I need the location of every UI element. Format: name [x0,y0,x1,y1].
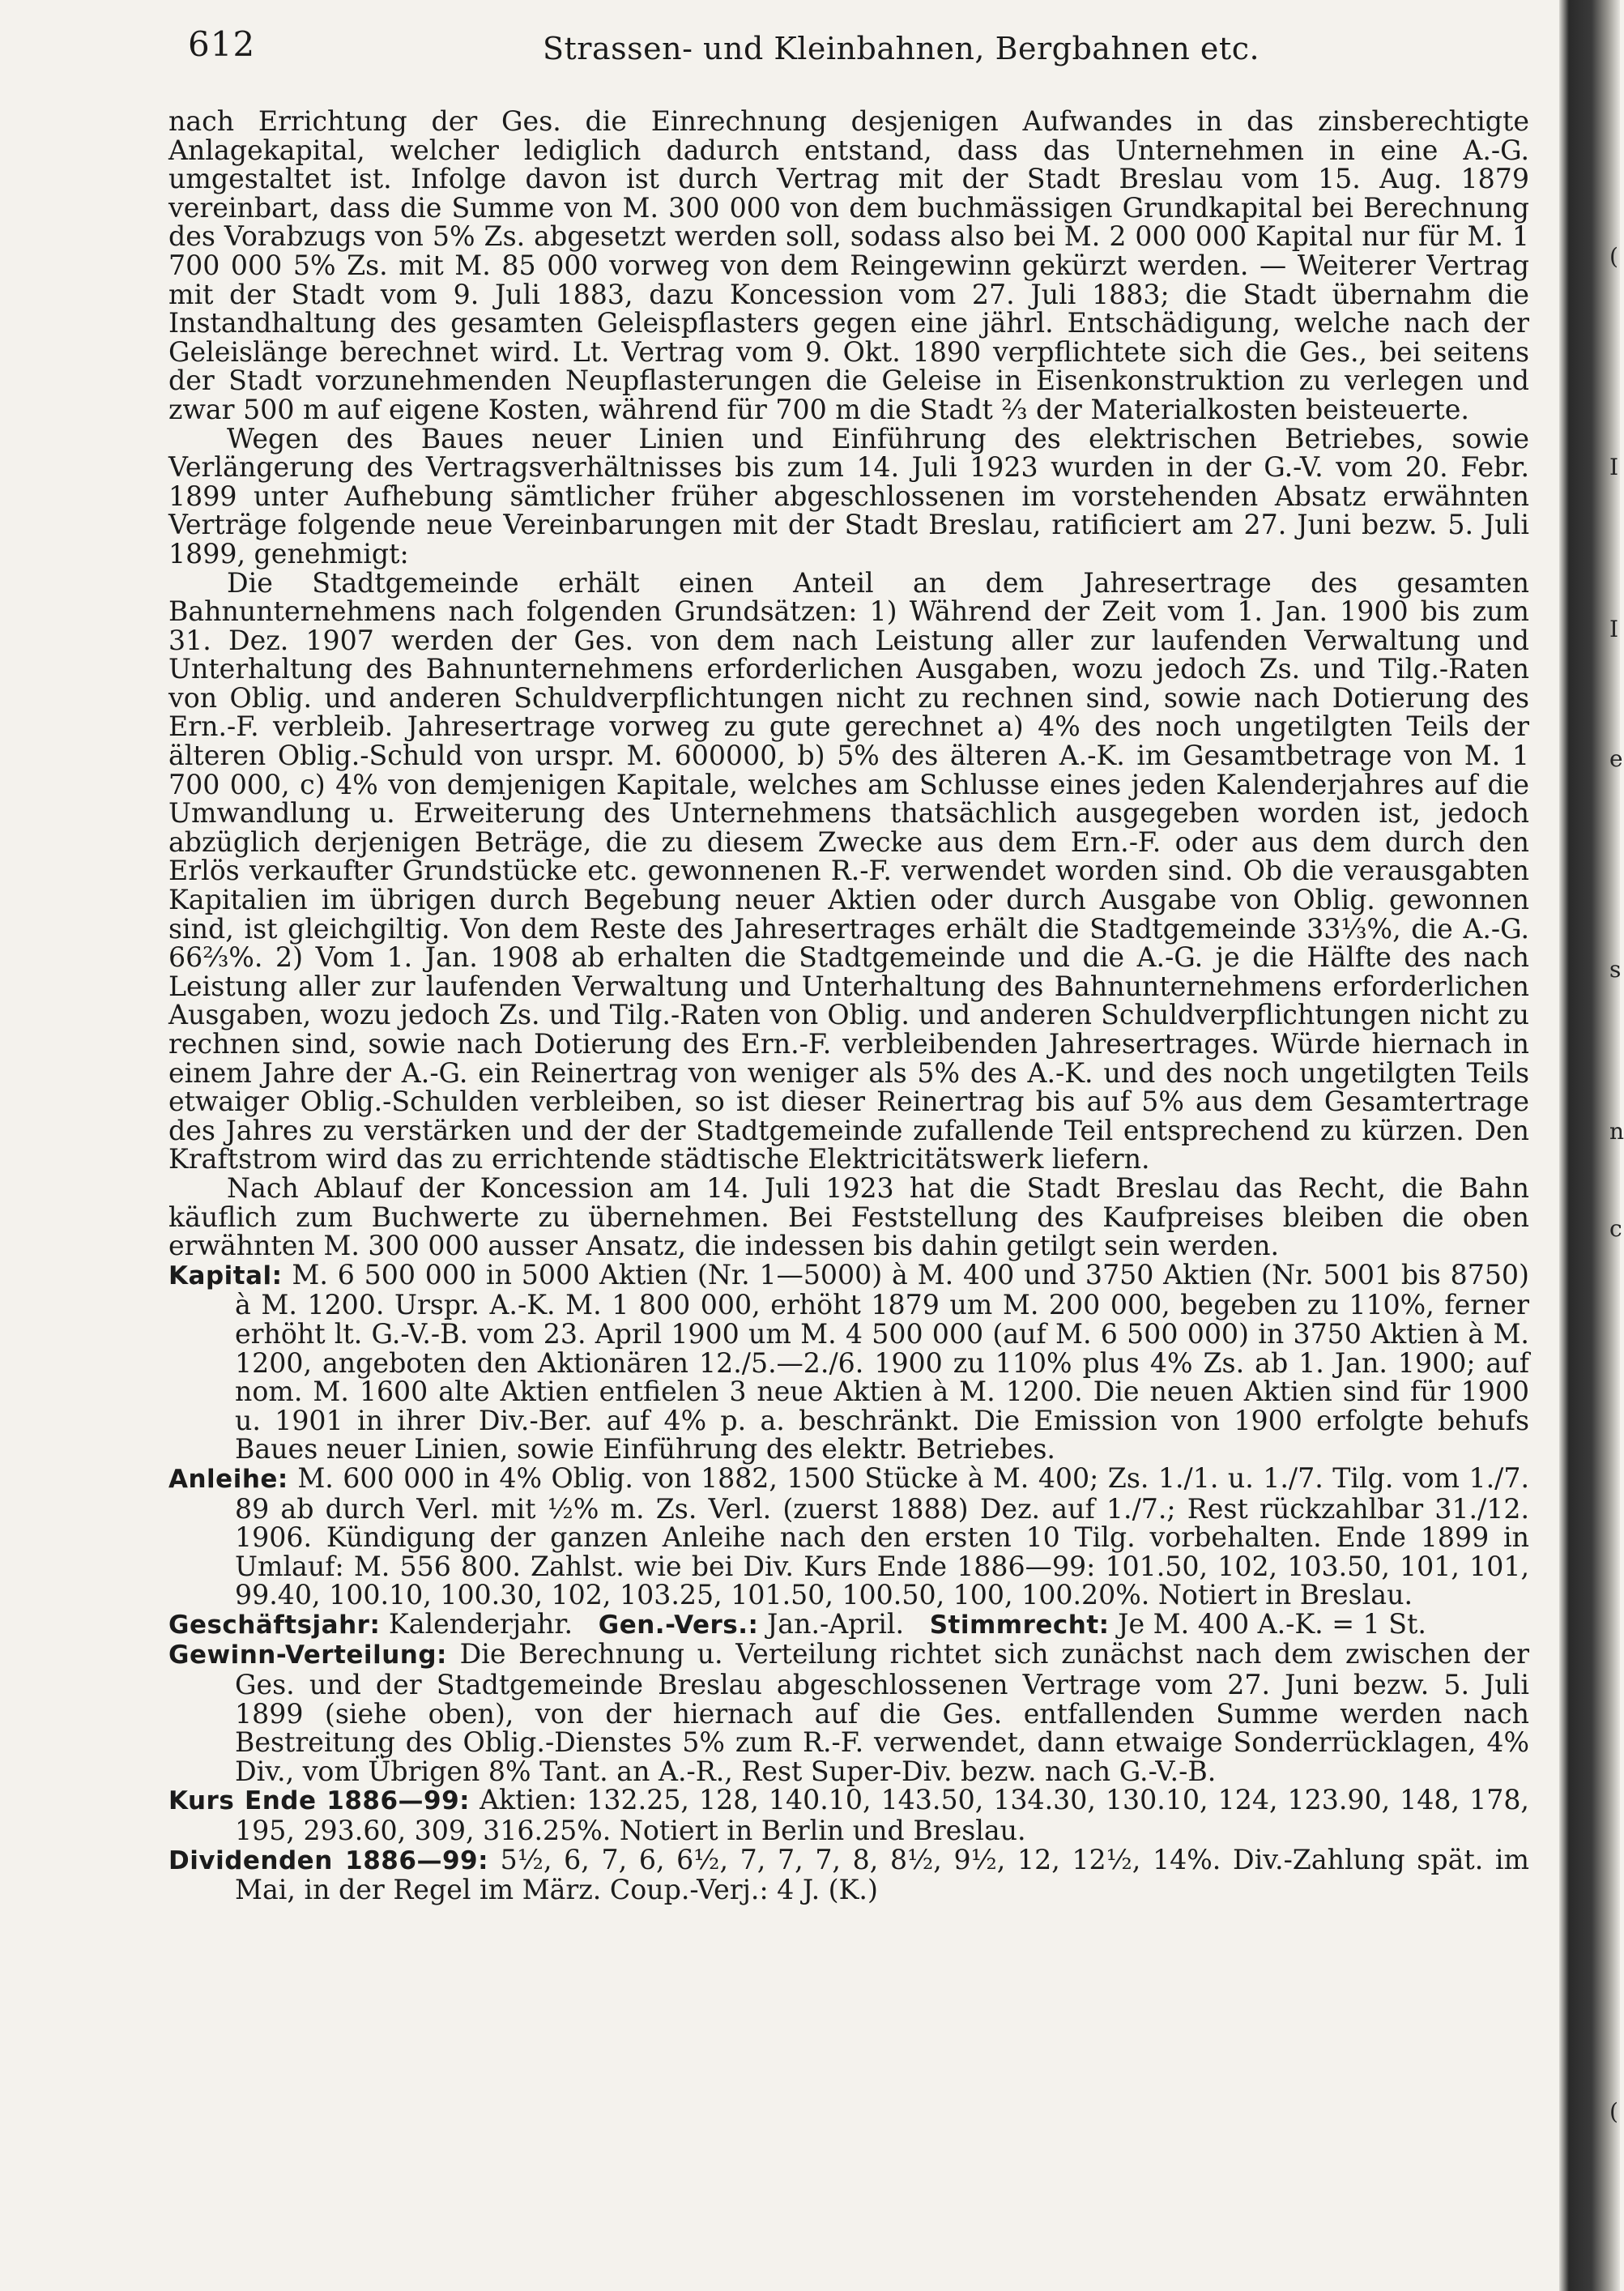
edge-fragment: s [1609,956,1622,983]
section-text: Je M. 400 A.-K. = 1 St. [1118,1607,1426,1640]
section-label: Kurs Ende 1886—99: [168,1786,471,1816]
section-text: Kalenderjahr. [388,1607,573,1640]
section-geschaeftsjahr [168,1607,1529,1640]
paragraph: Die Stadtgemeinde erhält einen Anteil an dem Jahresertrage des gesamten Bahnunternehmens nach folgenden Grundsätzen: 1) Während der Zeit vom 1. Jan. 1900 bis zum 31. Dez. 1907 werden der Ges. von dem nach Leistung aller zur laufenden Verwaltung und Unterhaltung des Bahnunternehmens erforderlichen Ausgaben, wozu jedoch Zs. und Tilg.-Raten von Oblig. und anderen Schuldverpflichtungen nicht zu rechnen sind, sowie nach Dotierung des Ern.-F. verbleib. Jahresertrage vorweg zu gute gerechnet a) 4% des noch ungetilgten Teils der älteren Oblig.-Schuld von urspr. M. 600000, b) 5% des älteren A.-K. im Gesamtbetrage von M. 1 700 000, c) 4% von demjenigen Kapitale, welches am Schlusse eines jeden Kalenderjahres auf die Umwandlung u. Erweiterung des Unternehmens thatsächlich ausgegeben worden ist, jedoch abzüglich derjenigen Beträge, die zu diesem Zwecke aus dem Ern.-F. oder aus dem durch den Erlös verkaufter Grundstücke etc. gewonnenen R.-F. verwendet worden sind. Ob die verausgabten Kapitalien im übrigen durch Begebung neuer Aktien oder durch Ausgabe von Oblig. gewonnen sind, ist gleichgiltig. Von dem Reste des Jahresertrages erhält die Stadtgemeinde 33⅓%, die A.-G. 66⅔%. 2) Vom 1. Jan. 1908 ab erhalten die Stadtgemeinde und die A.-G. je die Hälfte des nach Leistung aller zur laufenden Verwaltung und Unterhaltung des Bahnunternehmens erforderlichen Ausgaben, wozu jedoch Zs. und Tilg.-Raten von Oblig. und anderen Schuldverpflichtungen nicht zu rechnen sind, sowie nach Dotierung des Ern.-F. verbleibenden Jahresertrages. Würde hiernach in einem Jahre der A.-G. ein Reinertrag von weniger als 5% des A.-K. und des noch ungetilgten Teils etwaiger Oblig.-Schulden verbleiben, so ist dieser Reinertrag bis auf 5% aus dem Gesamtertrage des Jahres zu verstärken und der der Stadtgemeinde zufallende Teil entsprechend zu kürzen. Den Kraftstrom wird das zu errichtende städtische Elektricitätswerk liefern. [168,566,1529,1175]
edge-fragment: I [1609,454,1619,480]
section-text: Aktien: 132.25, 128, 140.10, 143.50, 134.30, 130.10, 124, 123.90, 148, 178, 195, 293.60, 309, 316.25%. Notiert in Berlin und Breslau. [235,1784,1529,1847]
section-kapital [168,1258,1529,1465]
section-text: M. 600 000 in 4% Oblig. von 1882, 1500 Stücke à M. 400; Zs. 1./1. u. 1./7. Tilg. vom 1./7. 89 ab durch Verl. mit ½% m. Zs. Verl. (zuerst 1888) Dez. auf 1./7.; Rest rückzahlbar 31./12. 1906. Kündigung der ganzen Anleihe nach den ersten 10 Tilg. vorbehalten. Ende 1899 in Umlauf: M. 556 800. Zahlst. wie bei Div. Kurs Ende 1886—99: 101.50, 102, 103.50, 101, 101, 99.40, 100.10, 100.30, 102, 103.25, 101.50, 100.50, 100, 100.20%. Notiert in Breslau. [235,1461,1529,1611]
section-text: M. 6 500 000 in 5000 Aktien (Nr. 1—5000) à M. 400 und 3750 Aktien (Nr. 5001 bis 8750) à M. 1200. Urspr. A.-K. M. 1 800 000, erhöht 1879 um M. 200 000, begeben zu 110%, ferner erhöht lt. G.-V.-B. vom 23. April 1900 um M. 4 500 000 (auf M. 6 500 000) in 3750 Aktien à M. 1200, angeboten den Aktionären 12./5.—2./6. 1900 zu 110% plus 4% Zs. ab 1. Jan. 1900; auf nom. M. 1600 alte Aktien entfielen 3 neue Aktien à M. 1200. Die neuen Aktien sind für 1900 u. 1901 in ihrer Div.-Ber. auf 4% p. a. beschränkt. Die Emission von 1900 erfolgte behufs Baues neuer Linien, sowie Einführung des elektr. Betriebes. [235,1258,1529,1465]
section-text: 5½, 6, 7, 6, 6½, 7, 7, 7, 8, 8½, 9½, 12, 12½, 14%. Div.-Zahlung spät. im Mai, in der Regel im März. Coup.-Verj.: 4 J. (K.) [235,1843,1529,1906]
paragraph: Nach Ablauf der Koncession am 14. Juli 1923 hat die Stadt Breslau das Recht, die Bahn käuflich zum Buchwerte zu übernehmen. Bei Feststellung des Kaufpreises bleiben die oben erwähnten M. 300 000 ausser Ansatz, die indessen bis dahin getilgt sein werden. [168,1171,1529,1262]
section-text: Jan.-April. [766,1607,905,1640]
section-anleihe [168,1461,1529,1611]
section-label: Kapital: [168,1261,283,1291]
section-label: Gen.-Vers.: [598,1610,759,1640]
paragraph: nach Errichtung der Ges. die Einrechnung desjenigen Aufwandes in das zinsberechtigte Anlagekapital, welcher lediglich dadurch entstand, dass das Unternehmen in eine A.-G. umgestaltet ist. Infolge davon ist durch Vertrag mit der Stadt Breslau vom 15. Aug. 1879 vereinbart, dass die Summe von M. 300 000 von dem buchmässigen Grundkapital bei Berechnung des Vorabzugs von 5% Zs. abgesetzt werden soll, sodass also bei M. 2 000 000 Kapital nur für M. 1 700 000 5% Zs. mit M. 85 000 vorweg von dem Reingewinn gekürzt werden. — Weiterer Vertrag mit der Stadt vom 9. Juli 1883, dazu Koncession vom 27. Juli 1883; die Stadt übernahm die Instandhaltung des gesamten Geleispflasters gegen eine jährl. Entschädigung, welche nach der Geleislänge berechnet wird. Lt. Vertrag vom 9. Okt. 1890 verpflichtete sich die Ges., bei seitens der Stadt vorzunehmenden Neupflasterungen die Geleise in Eisenkonstruktion zu verlegen und zwar 500 m auf eigene Kosten, während für 700 m die Stadt ⅔ der Materialkosten beisteuerte. [168,105,1529,425]
page-edge-shadow [1559,0,1624,2291]
edge-fragment: ( [1609,243,1618,270]
section-text: Die Berechnung u. Verteilung richtet sich zunächst nach dem zwischen der Ges. und der Stadtgemeinde Breslau abgeschlossenen Vertrage vom 27. Juni bezw. 5. Juli 1899 (siehe oben), von der hiernach auf die Ges. entfallenden Summe werden nach Bestreitung des Oblig.-Dienstes 5% zum R.-F. verwendet, dann etwaige Sonderrücklagen, 4% Div., vom Übrigen 8% Tant. an A.-R., Rest Super-Div. bezw. nach G.-V.-B. [235,1638,1529,1787]
document-body [168,107,1529,1905]
section-label: Geschäftsjahr: [168,1610,381,1640]
section-kurs [168,1785,1529,1845]
edge-fragment: ( [1609,2098,1618,2125]
edge-fragment: I [1609,616,1619,642]
edge-fragment: c [1609,1215,1622,1242]
running-title: Strassen- und Kleinbahnen, Bergbahnen etc. [543,31,1260,66]
page-number: 612 [188,24,256,64]
section-label: Anleihe: [168,1464,288,1494]
edge-fragment: e [1609,745,1623,772]
page-header [188,24,1532,81]
section-label: Dividenden 1886—99: [168,1845,488,1875]
section-dividenden [168,1845,1529,1905]
edge-fragment: n [1609,1118,1624,1145]
section-label: Gewinn-Verteilung: [168,1640,447,1670]
paragraph: Wegen des Baues neuer Linien und Einführung des elektrischen Betriebes, sowie Verlängerung des Vertragsverhältnisses bis zum 14. Juli 1923 wurden in der G.-V. vom 20. Febr. 1899 unter Aufhebung sämtlicher früher abgeschlossenen im vorstehenden Absatz erwähnten Verträge folgende neue Vereinbarungen mit der Stadt Breslau, ratificiert am 27. Juni bezw. 5. Juli 1899, genehmigt: [168,422,1529,570]
section-label: Stimmrecht: [929,1610,1110,1640]
section-gewinn-verteilung [168,1640,1529,1785]
